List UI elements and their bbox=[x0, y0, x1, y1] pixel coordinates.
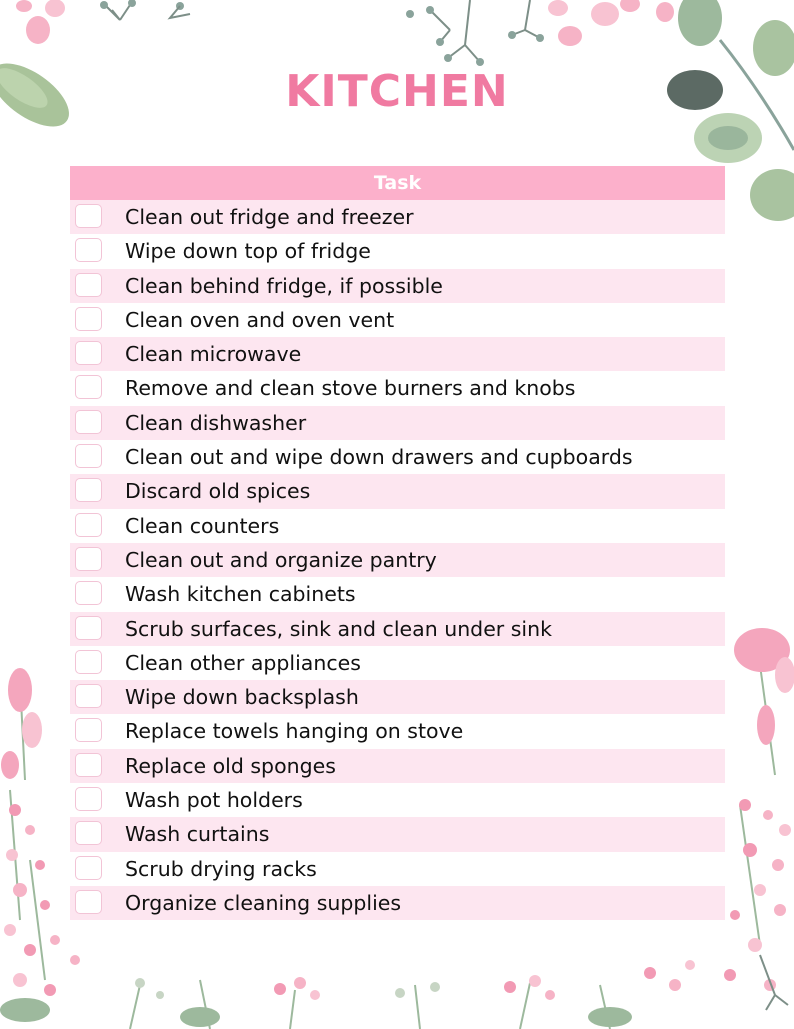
task-label: Wipe down backsplash bbox=[125, 685, 359, 710]
task-label: Replace towels hanging on stove bbox=[125, 719, 464, 744]
table-row bbox=[70, 783, 725, 817]
table-row bbox=[70, 543, 725, 577]
table-row bbox=[70, 577, 725, 611]
task-rows bbox=[70, 200, 725, 920]
table-row bbox=[70, 852, 725, 886]
task-checkbox[interactable] bbox=[75, 375, 102, 399]
task-label: Clean microwave bbox=[125, 342, 302, 367]
task-column-header: Task bbox=[373, 172, 422, 194]
table-row bbox=[70, 406, 725, 440]
page-title: KITCHEN bbox=[285, 66, 509, 117]
table-row bbox=[70, 817, 725, 851]
task-checkbox[interactable] bbox=[75, 478, 102, 502]
task-label: Scrub drying racks bbox=[125, 856, 317, 881]
table-row bbox=[70, 714, 725, 748]
task-checkbox[interactable] bbox=[75, 787, 102, 811]
task-checkbox[interactable] bbox=[75, 821, 102, 845]
table-row bbox=[70, 612, 725, 646]
floral-top-center-illustration bbox=[400, 0, 660, 70]
task-label: Clean oven and oven vent bbox=[125, 307, 395, 332]
task-checkbox[interactable] bbox=[75, 204, 102, 228]
table-row bbox=[70, 440, 725, 474]
task-label: Discard old spices bbox=[125, 479, 311, 504]
table-row bbox=[70, 680, 725, 714]
table-row bbox=[70, 749, 725, 783]
task-checkbox[interactable] bbox=[75, 513, 102, 537]
task-checkbox[interactable] bbox=[75, 581, 102, 605]
table-row bbox=[70, 646, 725, 680]
table-header bbox=[70, 166, 725, 200]
table-row bbox=[70, 337, 725, 371]
task-label: Scrub surfaces, sink and clean under sink bbox=[125, 616, 552, 641]
table-row bbox=[70, 474, 725, 508]
table-row bbox=[70, 303, 725, 337]
task-label: Clean out fridge and freezer bbox=[125, 205, 414, 229]
floral-bottom-border-illustration bbox=[90, 955, 700, 1029]
task-checkbox[interactable] bbox=[75, 410, 102, 434]
task-label: Wipe down top of fridge bbox=[125, 239, 371, 264]
task-label: Wash pot holders bbox=[125, 788, 303, 813]
table-row bbox=[70, 371, 725, 405]
task-label: Clean out and organize pantry bbox=[125, 547, 437, 572]
table-row bbox=[70, 269, 725, 303]
task-table bbox=[70, 166, 725, 920]
task-checkbox[interactable] bbox=[75, 856, 102, 880]
task-label: Remove and clean stove burners and knobs bbox=[125, 376, 576, 401]
task-checkbox[interactable] bbox=[75, 684, 102, 708]
task-label: Clean behind fridge, if possible bbox=[125, 273, 443, 298]
task-checkbox[interactable] bbox=[75, 547, 102, 571]
table-row bbox=[70, 234, 725, 268]
task-checkbox[interactable] bbox=[75, 273, 102, 297]
task-checkbox[interactable] bbox=[75, 341, 102, 365]
task-label: Wash curtains bbox=[125, 822, 270, 847]
task-label: Clean counters bbox=[125, 513, 280, 538]
task-checkbox[interactable] bbox=[75, 307, 102, 331]
task-checkbox[interactable] bbox=[75, 890, 102, 914]
task-checkbox[interactable] bbox=[75, 238, 102, 262]
task-label: Organize cleaning supplies bbox=[125, 890, 402, 915]
task-checkbox[interactable] bbox=[75, 718, 102, 742]
table-row bbox=[70, 509, 725, 543]
task-checkbox[interactable] bbox=[75, 650, 102, 674]
task-checkbox[interactable] bbox=[75, 444, 102, 468]
task-label: Replace old sponges bbox=[125, 753, 336, 778]
table-row bbox=[70, 886, 725, 920]
table-row bbox=[70, 200, 725, 234]
task-label: Clean out and wipe down drawers and cupboards bbox=[125, 445, 633, 470]
task-checkbox[interactable] bbox=[75, 753, 102, 777]
task-label: Wash kitchen cabinets bbox=[125, 582, 356, 607]
task-checkbox[interactable] bbox=[75, 616, 102, 640]
task-label: Clean other appliances bbox=[125, 650, 361, 675]
task-label: Clean dishwasher bbox=[125, 410, 307, 435]
